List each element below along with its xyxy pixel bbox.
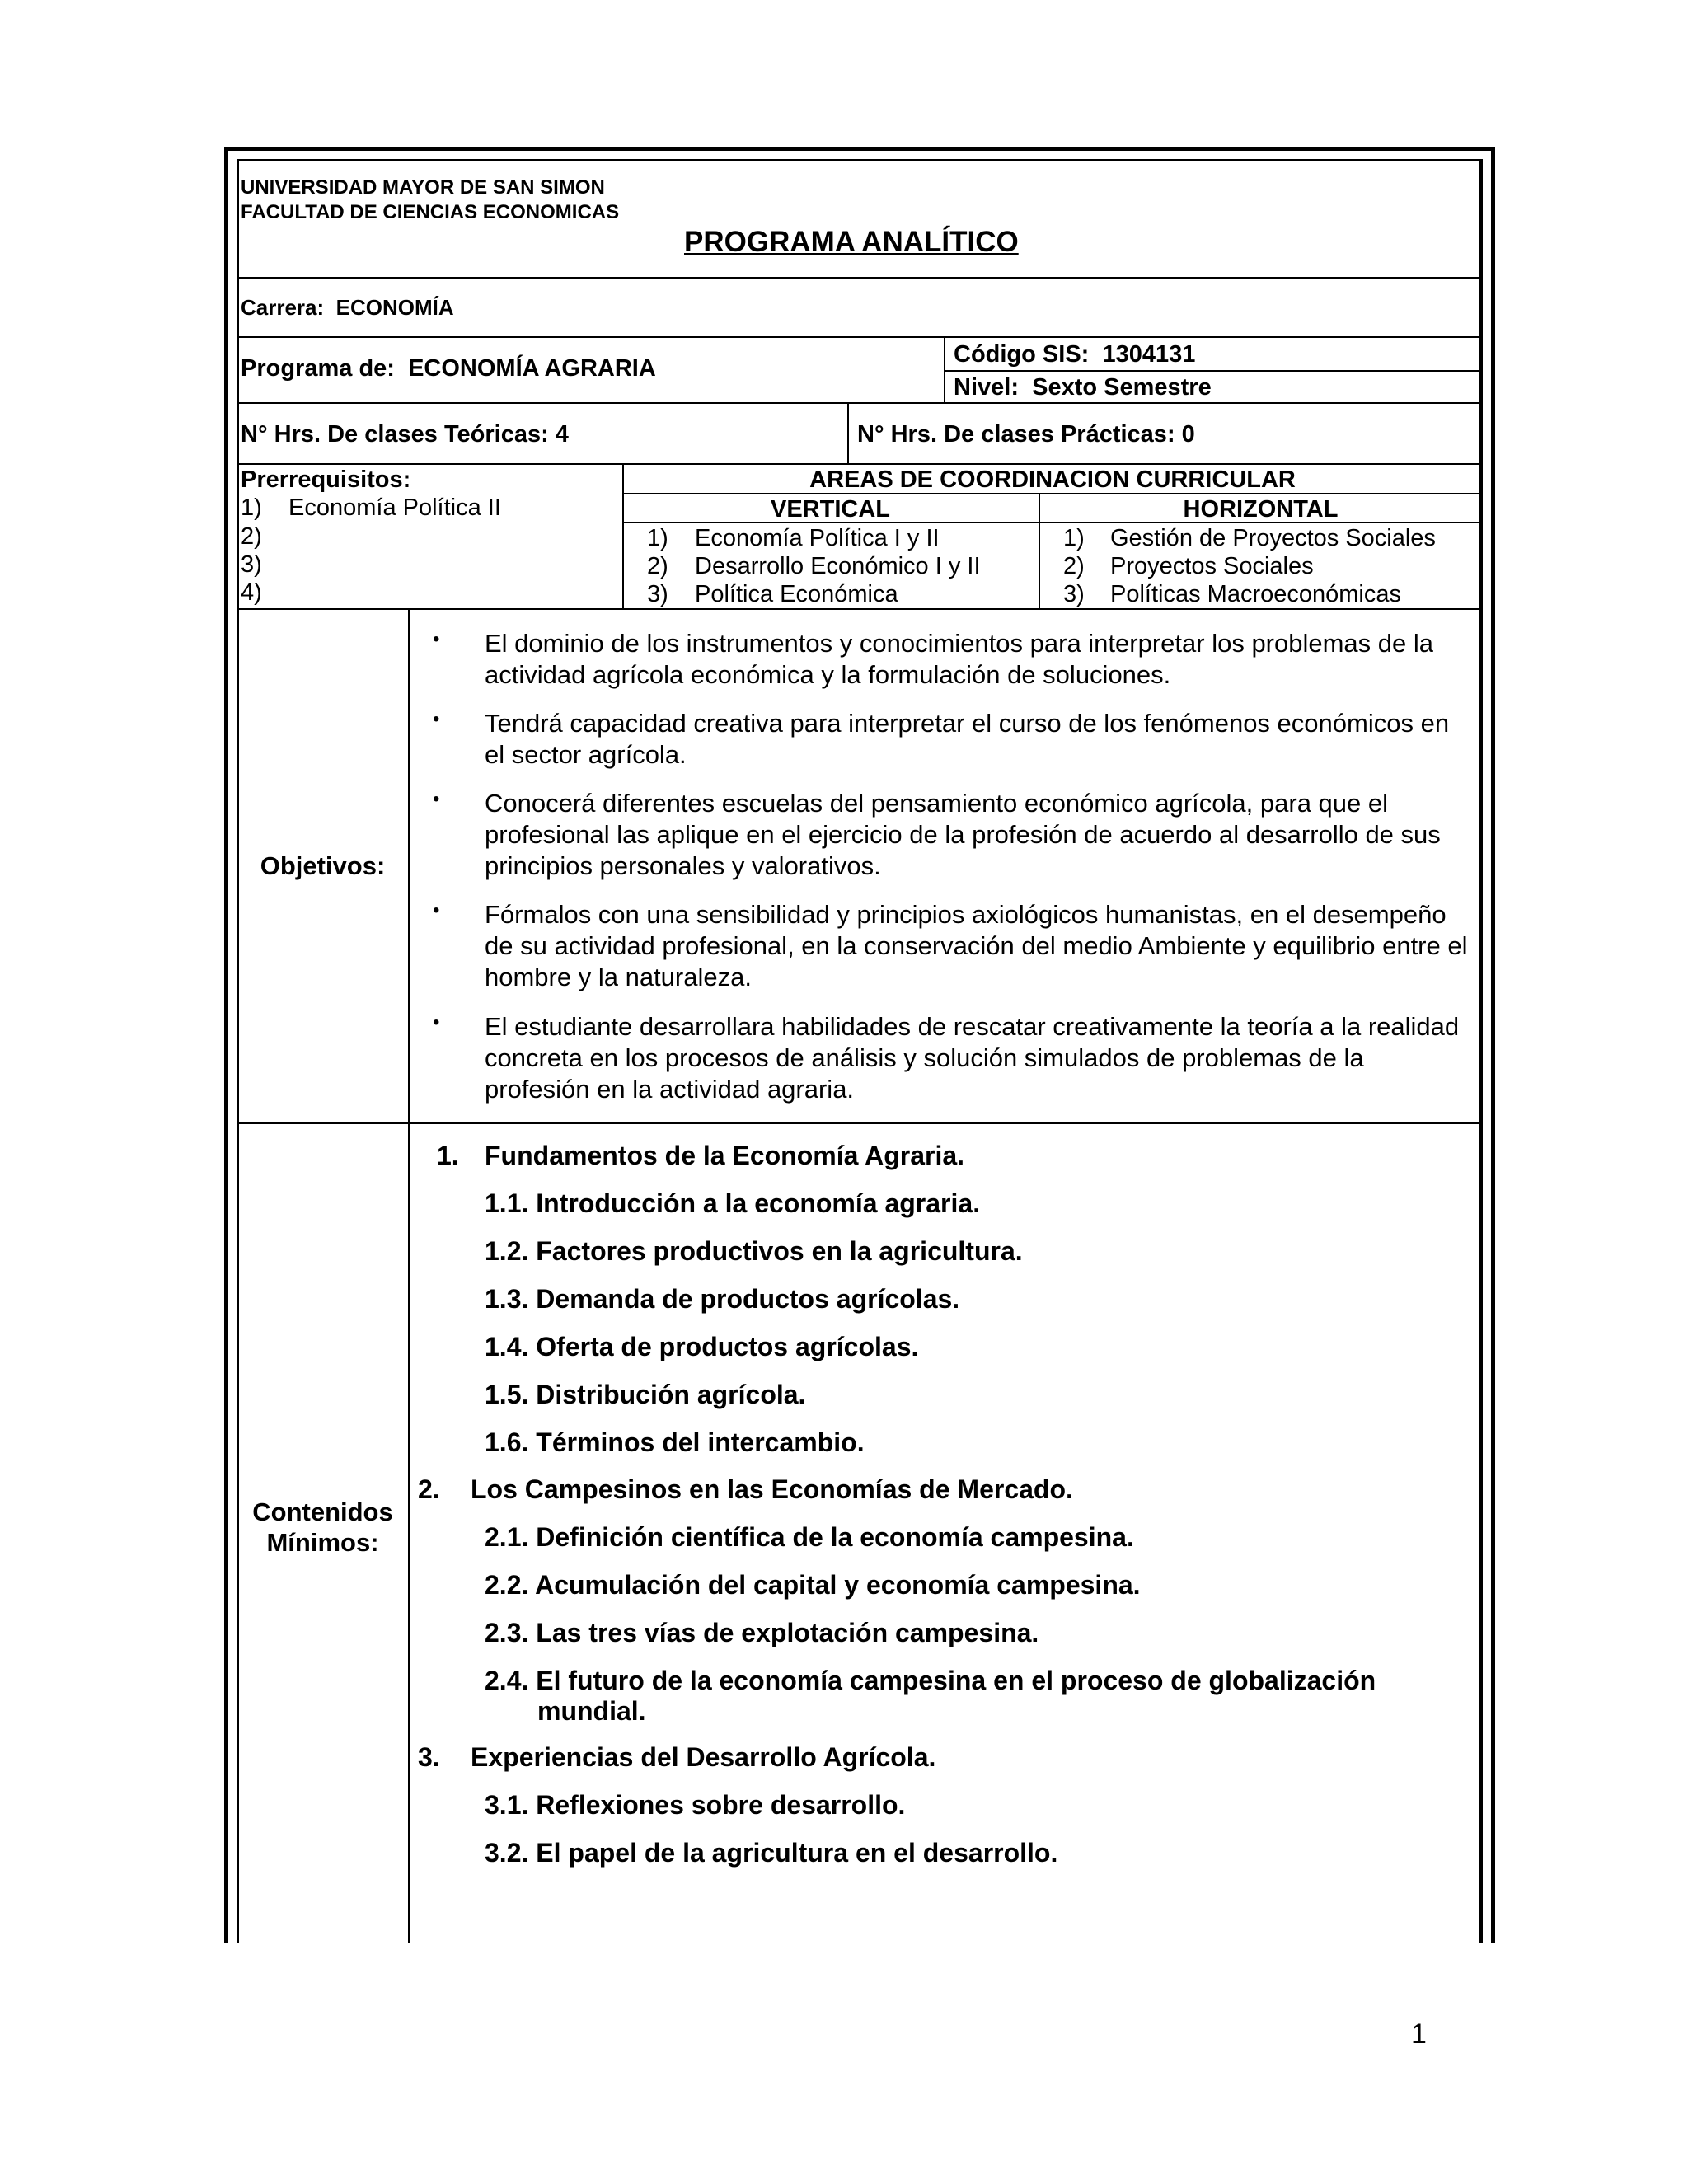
divider <box>237 1122 1483 1124</box>
unit-title: Los Campesinos en las Economías de Mercado. <box>471 1474 1073 1504</box>
unit-number: 2. <box>418 1474 440 1504</box>
unit-number: 3. <box>418 1742 440 1772</box>
divider <box>237 336 1483 338</box>
subtopic: 3.2. El papel de la agricultura en el desarrollo. <box>485 1838 1058 1868</box>
subtopic: 2.4. El futuro de la economía campesina en el proceso de globalización <box>485 1666 1376 1695</box>
unit-title: Experiencias del Desarrollo Agrícola. <box>471 1742 936 1772</box>
prerrequisito-num: 4) <box>241 579 262 606</box>
faculty-name: FACULTAD DE CIENCIAS ECONOMICAS <box>241 201 620 223</box>
codigo-value: 1304131 <box>1102 341 1196 368</box>
divider <box>237 463 1483 465</box>
codigo-label: Código SIS: <box>954 341 1090 368</box>
divider <box>622 493 1483 494</box>
objetivo-text: El estudiante desarrollara habilidades de rescatar creativamente la teoría a la realidad concreta en los procesos de análisis y solución simulados de problemas de la profesión en la actividad agraria. <box>485 1012 1460 1104</box>
carrera-value: ECONOMÍA <box>335 295 454 320</box>
programa-value: ECONOMÍA AGRARIA <box>408 355 656 382</box>
carrera-row <box>241 295 454 320</box>
contenidos-label <box>237 1497 408 1558</box>
horas-practicas: N° Hrs. De clases Prácticas: 0 <box>857 421 1195 448</box>
horizontal-item-num: 1) <box>1063 525 1085 551</box>
subtopic: 2.1. Definición científica de la economía campesina. <box>485 1522 1134 1552</box>
prerrequisitos-label: Prerrequisitos: <box>241 466 411 493</box>
divider <box>237 277 1483 279</box>
vertical-item-num: 2) <box>647 553 668 579</box>
divider <box>944 370 1483 372</box>
vertical-item-text: Economía Política I y II <box>695 525 940 551</box>
vertical-item-text: Política Económica <box>695 581 898 607</box>
unit-title: Fundamentos de la Economía Agraria. <box>485 1141 965 1170</box>
areas-title: AREAS DE COORDINACION CURRICULAR <box>809 466 1296 493</box>
contenidos-label-line: Contenidos <box>252 1497 393 1526</box>
subtopic: 1.2. Factores productivos en la agricultura. <box>485 1236 1023 1266</box>
prerrequisito-num: 3) <box>241 551 262 578</box>
divider <box>622 522 1483 523</box>
prerrequisito-num: 1) <box>241 494 262 521</box>
subtopic: 3.1. Reflexiones sobre desarrollo. <box>485 1790 906 1820</box>
divider <box>237 608 1483 610</box>
objetivo-text: Fórmalos con una sensibilidad y principios axiológicos humanistas, en el desempeño de su actividad profesional, en la conservación del medio Ambiente y equilibrio entre el hombre y la naturaleza. <box>485 900 1468 991</box>
codigo-row <box>954 340 1195 368</box>
prerrequisito-num: 2) <box>241 523 262 550</box>
programa-label: Programa de: <box>241 355 395 382</box>
subtopic: 1.6. Términos del intercambio. <box>485 1427 865 1457</box>
university-name: UNIVERSIDAD MAYOR DE SAN SIMON <box>241 176 605 199</box>
horizontal-item-text: Políticas Macroeconómicas <box>1110 581 1401 607</box>
vertical-item-num: 3) <box>647 581 668 607</box>
bullet-icon: • <box>433 708 440 730</box>
objetivo-text: Tendrá capacidad creativa para interpretar el curso de los fenómenos económicos en el sector agrícola. <box>485 709 1450 769</box>
divider <box>847 402 849 463</box>
nivel-row <box>954 373 1212 401</box>
unit-number: 1. <box>437 1141 459 1170</box>
divider <box>237 402 1483 404</box>
label-column-divider <box>408 608 410 1943</box>
subtopic: 2.3. Las tres vías de explotación campesina. <box>485 1618 1039 1647</box>
page-number: 1 <box>1411 2018 1427 2050</box>
divider <box>944 336 945 402</box>
subtopic: 1.3. Demanda de productos agrícolas. <box>485 1284 960 1314</box>
horizontal-item-num: 3) <box>1063 581 1085 607</box>
vertical-item-text: Desarrollo Económico I y II <box>695 553 981 579</box>
programa-row <box>241 354 656 382</box>
horizontal-item-text: Gestión de Proyectos Sociales <box>1110 525 1436 551</box>
subtopic: 1.4. Oferta de productos agrícolas. <box>485 1332 919 1361</box>
subtopic-continuation: mundial. <box>537 1696 646 1726</box>
nivel-label: Nivel: <box>954 374 1019 401</box>
bullet-icon: • <box>433 788 440 810</box>
page-title: PROGRAMA ANALÍTICO <box>684 226 1019 258</box>
horas-teoricas: N° Hrs. De clases Teóricas: 4 <box>241 421 569 448</box>
bullet-icon: • <box>433 899 440 921</box>
vertical-label: VERTICAL <box>771 496 890 523</box>
objetivo-text: El dominio de los instrumentos y conocimientos para interpretar los problemas de la actividad agrícola económica y la formulación de soluciones. <box>485 629 1434 689</box>
carrera-label: Carrera: <box>241 295 325 320</box>
prerrequisito-text: Economía Política II <box>288 494 501 521</box>
horizontal-item-num: 2) <box>1063 553 1085 579</box>
objetivo-text: Conocerá diferentes escuelas del pensamiento económico agrícola, para que el profesional las aplique en el ejercicio de la profesión de acuerdo al desarrollo de sus principios personales y valorativos. <box>485 789 1441 880</box>
prerrequisito-item <box>241 494 501 522</box>
contenidos-label-line: Mínimos: <box>266 1528 379 1557</box>
nivel-value: Sexto Semestre <box>1032 374 1212 401</box>
subtopic: 2.2. Acumulación del capital y economía campesina. <box>485 1570 1141 1600</box>
bullet-icon: • <box>433 628 440 650</box>
bullet-icon: • <box>433 1011 440 1033</box>
vertical-item-num: 1) <box>647 525 668 551</box>
objetivos-label: Objetivos: <box>260 851 386 880</box>
horizontal-item-text: Proyectos Sociales <box>1110 553 1314 579</box>
horizontal-label: HORIZONTAL <box>1183 496 1339 523</box>
subtopic: 1.5. Distribución agrícola. <box>485 1380 806 1409</box>
subtopic: 1.1. Introducción a la economía agraria. <box>485 1188 981 1218</box>
